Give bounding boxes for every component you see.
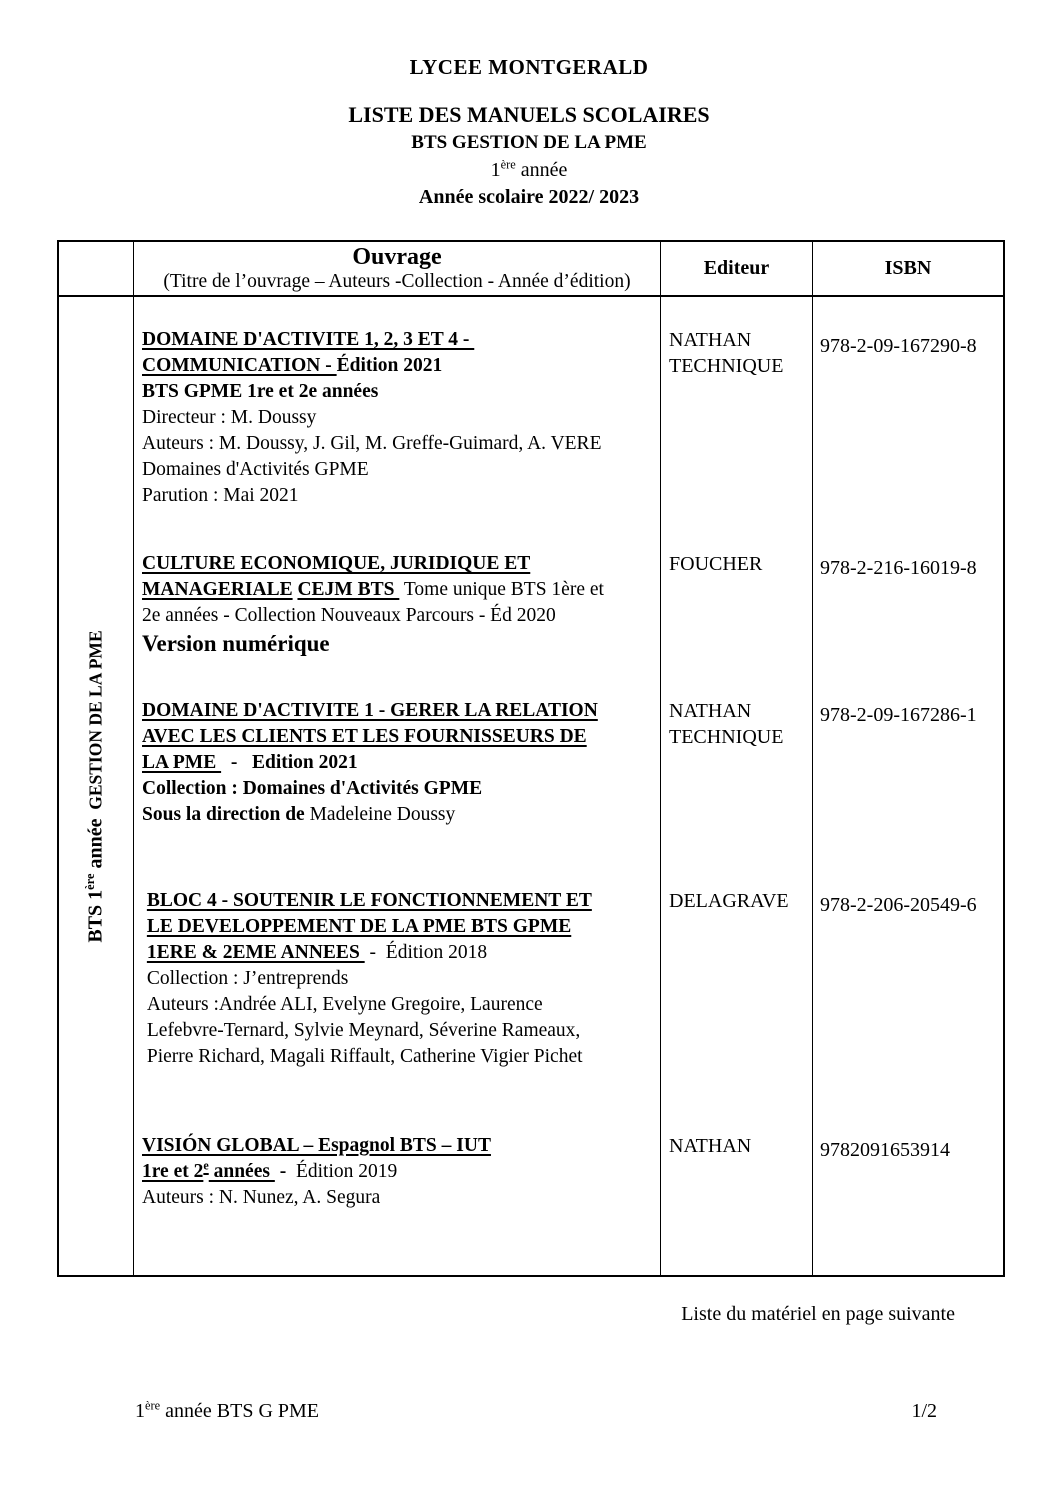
book-line: Collection : Domaines d'Activités GPME: [142, 778, 483, 799]
book-editeur-cell: FOUCHER: [661, 545, 813, 692]
side-label-rest: année: [84, 818, 107, 874]
side-label-main: BTS 1: [84, 889, 107, 943]
book-line: CULTURE ECONOMIQUE, JURIDIQUE ET: [142, 553, 531, 574]
book-line: 1ERE & 2EME ANNEES - Édition 2018: [146, 942, 488, 963]
side-label-vertical-text: [82, 629, 108, 943]
book-line: MANAGERIALE CEJM BTS Tome unique BTS 1ère et: [142, 579, 604, 600]
books-list: [134, 297, 1003, 1275]
school-name: LYCEE MONTGERALD: [409, 55, 649, 79]
book-row: [134, 297, 1003, 545]
book-editeur-cell: DELAGRAVE: [661, 882, 813, 1127]
book-line: Domaines d'Activités GPME: [142, 459, 369, 480]
book-line: Sous la direction de Madeleine Doussy: [142, 804, 456, 825]
book-row: [134, 882, 1003, 1127]
page-number: 1/2: [911, 1400, 937, 1422]
page-footer: [135, 1400, 937, 1423]
book-line: VISIÓN GLOBAL – Espagnol BTS – IUT: [142, 1135, 491, 1156]
table-header-isbn: ISBN: [884, 257, 932, 279]
book-editeur-cell: NATHAN TECHNIQUE: [661, 297, 813, 545]
year-level-line: [0, 159, 1058, 182]
document-subtitle: BTS GESTION DE LA PME: [411, 132, 647, 153]
book-line: 1re et 2e années - Édition 2019: [142, 1158, 398, 1182]
table-header-editeur: Editeur: [661, 242, 813, 295]
side-label-cell: [59, 297, 134, 1275]
book-isbn-cell: 978-2-206-20549-6: [820, 894, 977, 916]
book-line: BLOC 4 - SOUTENIR LE FONCTIONNEMENT ET: [146, 890, 592, 911]
side-label-superscript: ère: [82, 873, 97, 890]
book-line: Directeur : M. Doussy: [142, 407, 317, 428]
book-line: AVEC LES CLIENTS ET LES FOURNISSEURS DE: [142, 726, 587, 747]
book-isbn-cell: 978-2-216-16019-8: [820, 557, 977, 579]
book-line: Auteurs : M. Doussy, J. Gil, M. Greffe-Guimard, A. VERE: [142, 433, 602, 454]
book-line: LE DEVELOPPEMENT DE LA PME BTS GPME: [146, 916, 572, 937]
ouvrage-header-label: Ouvrage: [352, 244, 442, 270]
book-line: Auteurs : N. Nunez, A. Segura: [142, 1187, 381, 1208]
footer-left-text: [135, 1400, 319, 1423]
document-header: [0, 0, 1058, 209]
book-ouvrage-cell: [134, 882, 661, 1127]
school-year-line: Année scolaire 2022/ 2023: [418, 186, 640, 208]
book-isbn-cell: 978-2-09-167286-1: [820, 704, 977, 726]
book-isbn-cell: 978-2-09-167290-8: [820, 335, 977, 357]
book-line: Parution : Mai 2021: [142, 485, 299, 506]
next-page-note: Liste du matériel en page suivante: [681, 1303, 955, 1325]
book-row: [134, 692, 1003, 882]
book-line: Auteurs :Andrée ALI, Evelyne Gregoire, Laurence: [142, 994, 543, 1015]
year-superscript: ère: [500, 157, 516, 172]
book-line: 2e années - Collection Nouveaux Parcours - Éd 2020: [142, 605, 556, 626]
book-editeur-cell: NATHAN: [661, 1127, 813, 1275]
book-line: BTS GPME 1re et 2e années: [142, 381, 379, 402]
book-line: Collection : J’entreprends: [142, 968, 349, 989]
book-line: LA PME - Edition 2021: [142, 752, 358, 773]
books-table: [57, 240, 1005, 1277]
book-line: Pierre Richard, Magali Riffault, Catherine Vigier Pichet: [142, 1046, 583, 1067]
book-ouvrage-cell: [134, 545, 661, 692]
ouvrage-header-subtitle: (Titre de l’ouvrage – Auteurs -Collection - Année d’édition): [163, 271, 631, 292]
footer-year-number: 1: [135, 1400, 145, 1422]
table-body: [59, 297, 1003, 1275]
book-line: DOMAINE D'ACTIVITE 1, 2, 3 ET 4 -: [142, 329, 475, 350]
table-header-ouvrage: [134, 242, 661, 295]
book-line: Lefebvre-Ternard, Sylvie Meynard, Séverine Rameaux,: [142, 1020, 581, 1041]
year-text: année: [515, 159, 568, 181]
table-header-empty-cell: [59, 242, 134, 295]
book-line: Version numérique: [142, 631, 330, 656]
book-ouvrage-cell: [134, 1127, 661, 1275]
footer-year-superscript: ère: [145, 1398, 161, 1413]
year-number: 1: [490, 159, 501, 181]
book-isbn-cell: 9782091653914: [820, 1139, 950, 1161]
book-row: [134, 545, 1003, 692]
book-editeur-cell: NATHAN TECHNIQUE: [661, 692, 813, 882]
table-header-row: [59, 242, 1003, 297]
book-line: DOMAINE D'ACTIVITE 1 - GERER LA RELATION: [142, 700, 598, 721]
document-title: LISTE DES MANUELS SCOLAIRES: [348, 102, 710, 127]
book-row: [134, 1127, 1003, 1275]
book-ouvrage-cell: [134, 692, 661, 882]
side-label-program: GESTION DE LA PME: [85, 629, 106, 819]
book-ouvrage-cell: [134, 297, 661, 545]
footer-year-text: année BTS G PME: [160, 1400, 320, 1422]
book-line: COMMUNICATION - Édition 2021: [142, 355, 443, 376]
